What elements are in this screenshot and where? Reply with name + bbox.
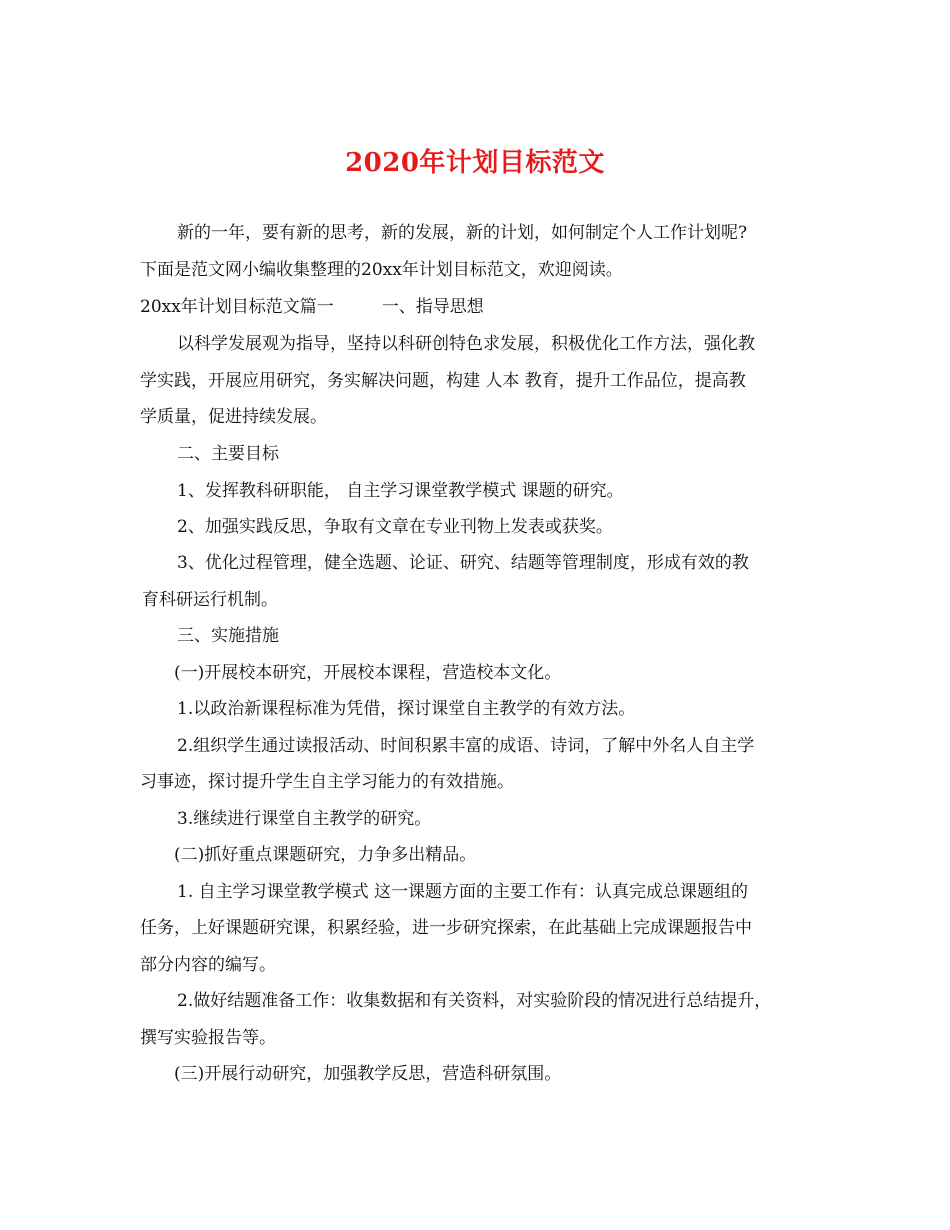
paragraph-line: 下面是范文网小编收集整理的20xx年计划目标范文，欢迎阅读。: [140, 260, 623, 280]
section-heading-line: [140, 296, 484, 318]
subsection-heading: (二)抓好重点课题研究，力争多出精品。: [174, 845, 477, 865]
list-item: 1.以政治新课程标准为凭借，探讨课堂自主教学的有效方法。: [177, 699, 636, 719]
paragraph-line: 育科研运行机制。: [142, 590, 278, 610]
subsection-heading: (三)开展行动研究，加强教学反思，营造科研氛围。: [174, 1064, 562, 1084]
list-item: 3、优化过程管理，健全选题、论证、研究、结题等管理制度，形成有效的教: [177, 553, 749, 573]
subsection-heading: (一)开展校本研究，开展校本课程，营造校本文化。: [174, 663, 562, 683]
list-item: 3.继续进行课堂自主教学的研究。: [177, 809, 432, 829]
paragraph-line: 部分内容的编写。: [140, 955, 276, 975]
paragraph-line: 学质量，促进持续发展。: [140, 407, 327, 427]
paragraph-line: 习事迹，探讨提升学生自主学习能力的有效措施。: [140, 772, 514, 792]
list-item: 2.组织学生通过读报活动、时间积累丰富的成语、诗词，了解中外名人自主学: [177, 736, 755, 756]
list-item: 2.做好结题准备工作：收集数据和有关资料，对实验阶段的情况进行总结提升，: [177, 991, 772, 1011]
paragraph-line: 任务，上好课题研究课，积累经验，进一步研究探索，在此基础上完成课题报告中: [140, 918, 752, 938]
section-heading: 一、指导思想: [381, 297, 484, 317]
list-item: 1. 自主学习课堂教学模式 这一课题方面的主要工作有：认真完成总课题组的: [177, 882, 749, 902]
section-heading: 三、实施措施: [177, 626, 279, 646]
list-item: 1、发挥教科研职能， 自主学习课堂教学模式 课题的研究。: [177, 481, 624, 501]
article-part-label: 20xx年计划目标范文篇一: [140, 297, 334, 317]
paragraph-line: 新的一年，要有新的思考，新的发展，新的计划，如何制定个人工作计划呢?: [177, 223, 748, 243]
paragraph-line: 学实践，开展应用研究，务实解决问题，构建 人本 教育，提升工作品位，提高教: [140, 371, 746, 391]
section-heading: 二、主要目标: [177, 444, 279, 464]
paragraph-line: 以科学发展观为指导，坚持以科研创特色求发展，积极优化工作方法，强化教: [177, 334, 755, 354]
list-item: 2、加强实践反思，争取有文章在专业刊物上发表或获奖。: [177, 517, 613, 537]
paragraph-line: 撰写实验报告等。: [140, 1028, 276, 1048]
document-title: 2020年计划目标范文: [345, 148, 605, 178]
